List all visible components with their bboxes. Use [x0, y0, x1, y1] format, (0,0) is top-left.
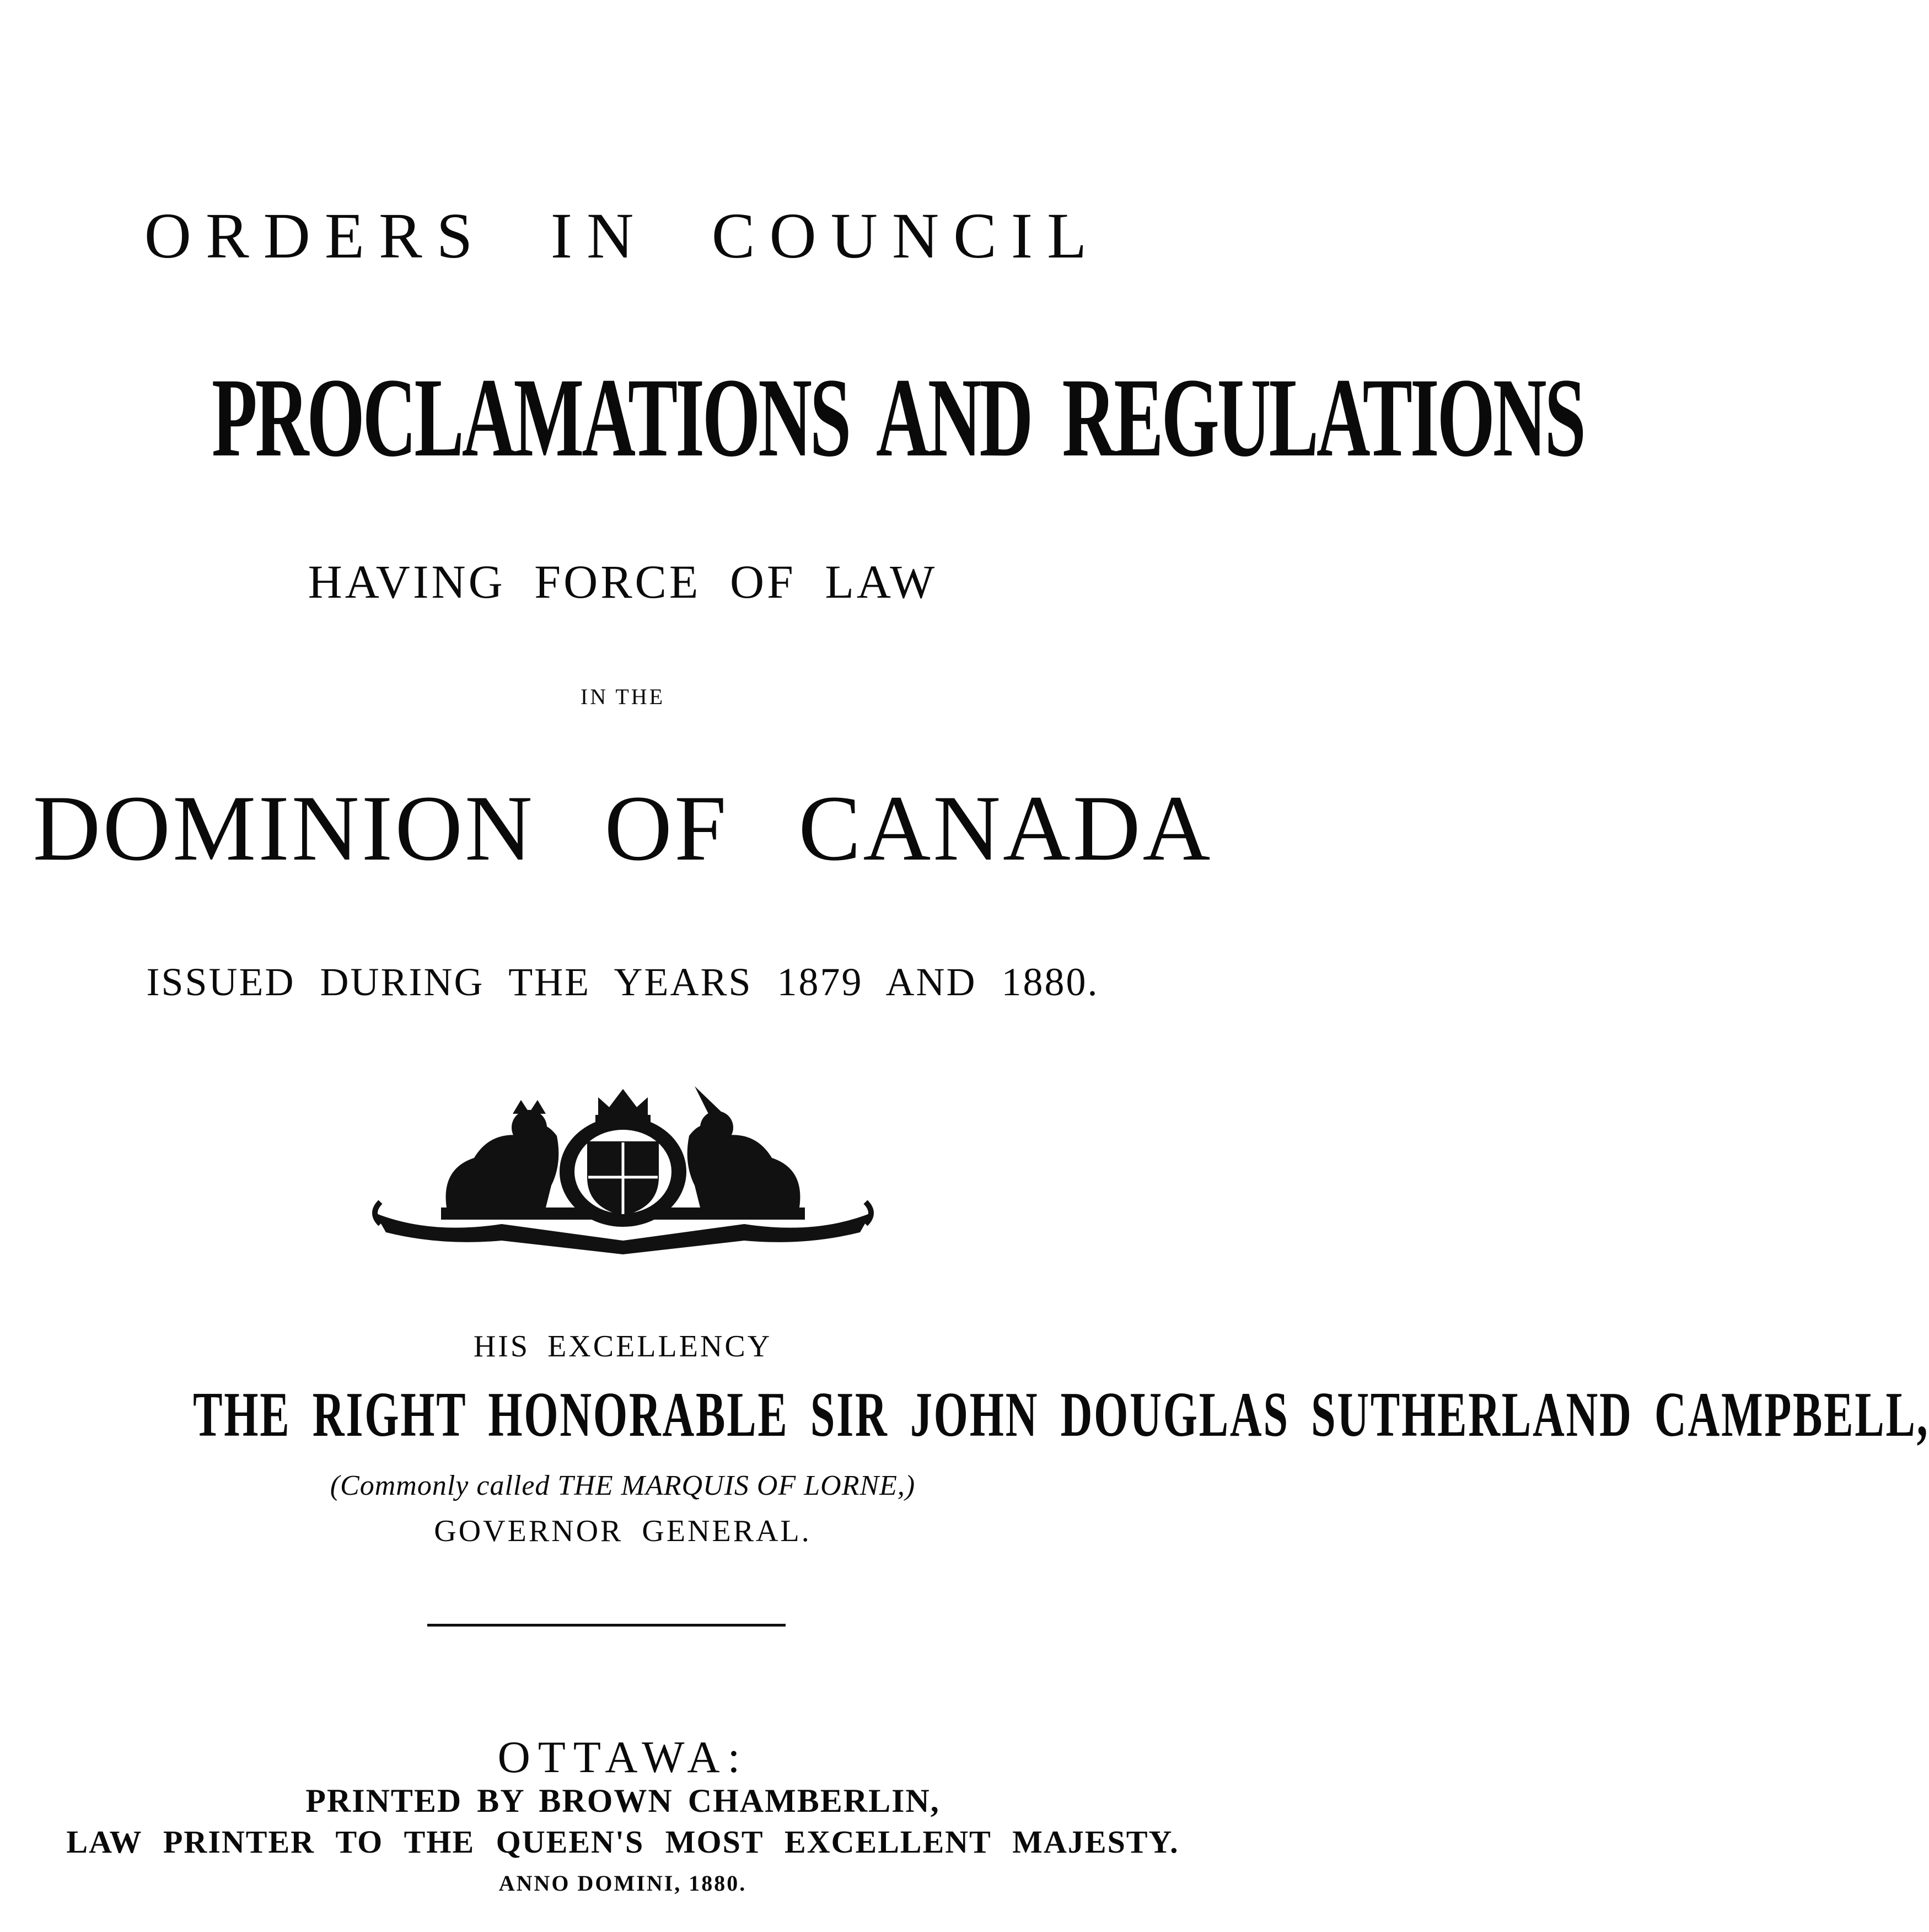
imprint-city: OTTAWA: — [497, 1732, 748, 1782]
imprint-role: LAW PRINTER TO THE QUEEN'S MOST EXCELLENT MAJESTY. — [66, 1824, 1179, 1860]
title-proclamations-and-regulations: PROCLAMATIONS AND REGULATIONS — [212, 355, 1584, 480]
governor-general: GOVERNOR GENERAL. — [434, 1514, 812, 1548]
title-issued-years: ISSUED DURING THE YEARS 1879 AND 1880. — [146, 960, 1099, 1004]
imprint-date: ANNO DOMINI, 1880. — [498, 1871, 747, 1896]
title-having-force-of-law: HAVING FORCE OF LAW — [308, 555, 938, 608]
imprint-printer: PRINTED BY BROWN CHAMBERLIN, — [305, 1783, 940, 1819]
royal-coat-of-arms-icon — [364, 1075, 882, 1257]
title-in-the: IN THE — [580, 684, 665, 709]
his-excellency: HIS EXCELLENCY — [473, 1329, 772, 1364]
title-dominion-of-canada: DOMINION OF CANADA — [33, 776, 1213, 880]
divider-rule — [427, 1624, 786, 1627]
governor-title-note: (Commonly called THE MARQUIS OF LORNE,) — [330, 1470, 916, 1501]
title-orders-in-council: ORDERS IN COUNCIL — [144, 200, 1101, 272]
governor-name: THE RIGHT HONORABLE SIR JOHN DOUGLAS SUTHERLAND CAMPBELL, — [193, 1380, 1929, 1450]
